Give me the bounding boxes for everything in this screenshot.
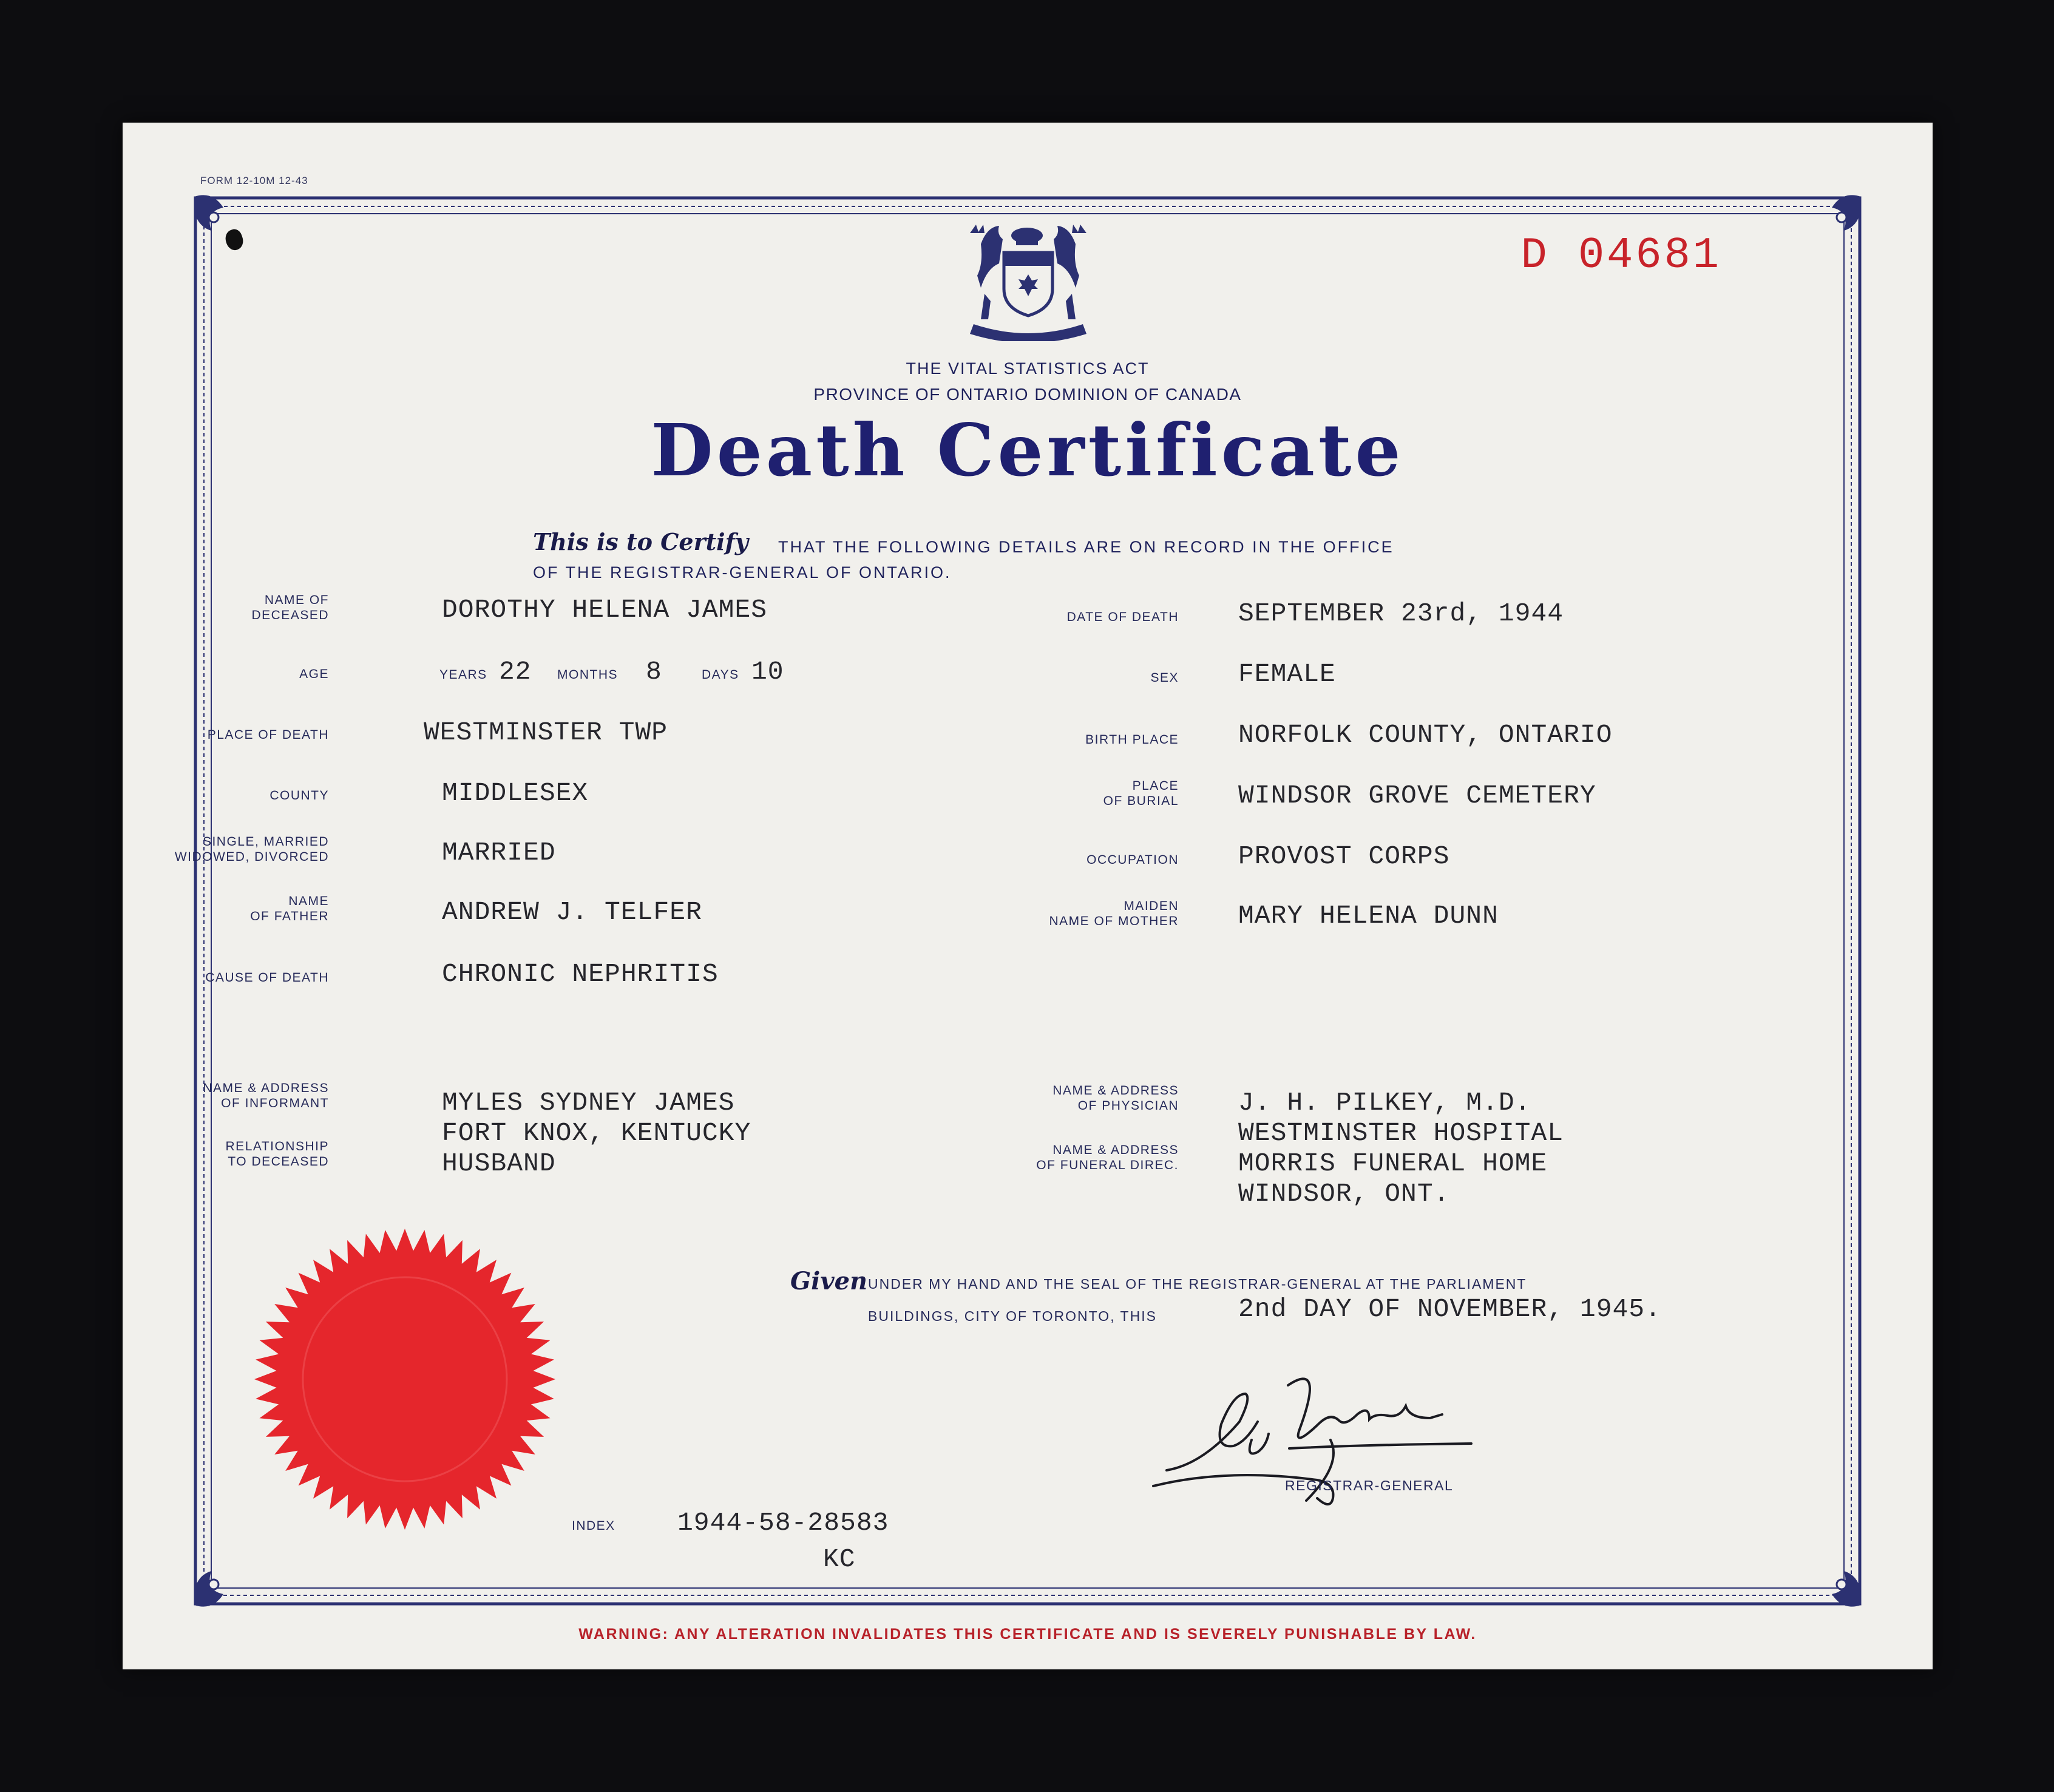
given-date: 2nd DAY OF NOVEMBER, 1945. bbox=[1238, 1294, 1661, 1324]
label-name-of-father: NAME OF FATHER bbox=[250, 894, 329, 923]
label-marital-status: SINGLE, MARRIED WIDOWED, DIVORCED bbox=[174, 835, 329, 864]
label-maiden-name-of-mother: MAIDEN NAME OF MOTHER bbox=[1049, 899, 1179, 928]
red-seal-icon bbox=[253, 1227, 557, 1531]
value-place-of-burial: WINDSOR GROVE CEMETERY bbox=[1238, 781, 1596, 810]
value-relationship: HUSBAND bbox=[442, 1149, 556, 1178]
label-registrar-general: REGISTRAR-GENERAL bbox=[1285, 1478, 1454, 1493]
value-cause-of-death: CHRONIC NEPHRITIS bbox=[442, 959, 719, 989]
corner-ornament-icon bbox=[194, 195, 223, 231]
label-occupation: OCCUPATION bbox=[1086, 853, 1179, 867]
value-age-days: 10 bbox=[751, 657, 784, 687]
label-informant: NAME & ADDRESS OF INFORMANT bbox=[203, 1081, 329, 1110]
given-lead: Given bbox=[790, 1267, 868, 1295]
label-county: COUNTY bbox=[269, 789, 329, 803]
value-age-years: 22 bbox=[499, 657, 532, 687]
certificate-paper bbox=[123, 123, 1933, 1669]
act-heading: THE VITAL STATISTICS ACT bbox=[906, 359, 1150, 378]
label-place-of-burial: PLACE OF BURIAL bbox=[1103, 779, 1179, 808]
value-physician-name: J. H. PILKEY, M.D. bbox=[1238, 1088, 1531, 1118]
warning-notice: WARNING: ANY ALTERATION INVALIDATES THIS CERTIFICATE AND IS SEVERELY PUNISHABLE BY LAW. bbox=[578, 1626, 1477, 1643]
value-age-months: 8 bbox=[646, 657, 662, 687]
value-informant-address: FORT KNOX, KENTUCKY bbox=[442, 1118, 751, 1148]
given-line-1: UNDER MY HAND AND THE SEAL OF THE REGISTRAR-GENERAL AT THE PARLIAMENT bbox=[868, 1276, 1527, 1292]
label-date-of-death: DATE OF DEATH bbox=[1066, 610, 1179, 624]
value-informant-name: MYLES SYDNEY JAMES bbox=[442, 1088, 735, 1118]
value-place-of-death: WESTMINSTER TWP bbox=[424, 718, 668, 747]
corner-ornament-icon bbox=[194, 1571, 223, 1607]
document-title: Death Certificate bbox=[651, 408, 1405, 492]
ontario-coat-of-arms-icon bbox=[955, 220, 1101, 341]
label-years: YEARS bbox=[439, 668, 487, 682]
value-sex: FEMALE bbox=[1238, 659, 1336, 689]
value-name-of-deceased: DOROTHY HELENA JAMES bbox=[442, 595, 768, 625]
value-funeral-home: MORRIS FUNERAL HOME bbox=[1238, 1149, 1548, 1178]
value-county: MIDDLESEX bbox=[442, 778, 589, 808]
label-index: INDEX bbox=[572, 1519, 615, 1533]
jurisdiction-heading: PROVINCE OF ONTARIO DOMINION OF CANADA bbox=[813, 385, 1242, 404]
label-funeral-director: NAME & ADDRESS OF FUNERAL DIREC. bbox=[1036, 1143, 1179, 1172]
value-date-of-death: SEPTEMBER 23rd, 1944 bbox=[1238, 599, 1564, 628]
label-physician: NAME & ADDRESS OF PHYSICIAN bbox=[1052, 1084, 1179, 1113]
value-index-number: 1944-58-28583 bbox=[677, 1508, 889, 1538]
corner-ornament-icon bbox=[1832, 1571, 1861, 1607]
value-physician-address: WESTMINSTER HOSPITAL bbox=[1238, 1118, 1564, 1148]
label-age: AGE bbox=[299, 667, 329, 681]
label-place-of-death: PLACE OF DEATH bbox=[207, 728, 329, 742]
form-number: FORM 12-10M 12-43 bbox=[200, 175, 308, 186]
label-relationship: RELATIONSHIP TO DECEASED bbox=[225, 1139, 329, 1169]
certify-line-1: THAT THE FOLLOWING DETAILS ARE ON RECORD IN THE OFFICE bbox=[778, 538, 1394, 556]
serial-number: D 04681 bbox=[1520, 231, 1721, 280]
label-months: MONTHS bbox=[557, 668, 618, 682]
label-days: DAYS bbox=[702, 668, 739, 682]
label-cause-of-death: CAUSE OF DEATH bbox=[205, 971, 329, 985]
value-maiden-name-of-mother: MARY HELENA DUNN bbox=[1238, 901, 1499, 931]
given-line-2: BUILDINGS, CITY OF TORONTO, THIS bbox=[868, 1308, 1157, 1324]
label-sex: SEX bbox=[1150, 671, 1179, 685]
label-name-of-deceased: NAME OF DECEASED bbox=[251, 593, 329, 622]
certify-line-2: OF THE REGISTRAR-GENERAL OF ONTARIO. bbox=[533, 563, 952, 582]
value-funeral-address: WINDSOR, ONT. bbox=[1238, 1179, 1450, 1209]
value-index-initials: KC bbox=[823, 1544, 856, 1574]
value-birth-place: NORFOLK COUNTY, ONTARIO bbox=[1238, 720, 1613, 750]
label-birth-place: BIRTH PLACE bbox=[1085, 733, 1179, 747]
value-name-of-father: ANDREW J. TELFER bbox=[442, 897, 702, 927]
value-occupation: PROVOST CORPS bbox=[1238, 841, 1450, 871]
value-marital-status: MARRIED bbox=[442, 838, 556, 867]
corner-ornament-icon bbox=[1832, 195, 1861, 231]
certify-lead: This is to Certify bbox=[533, 528, 749, 555]
